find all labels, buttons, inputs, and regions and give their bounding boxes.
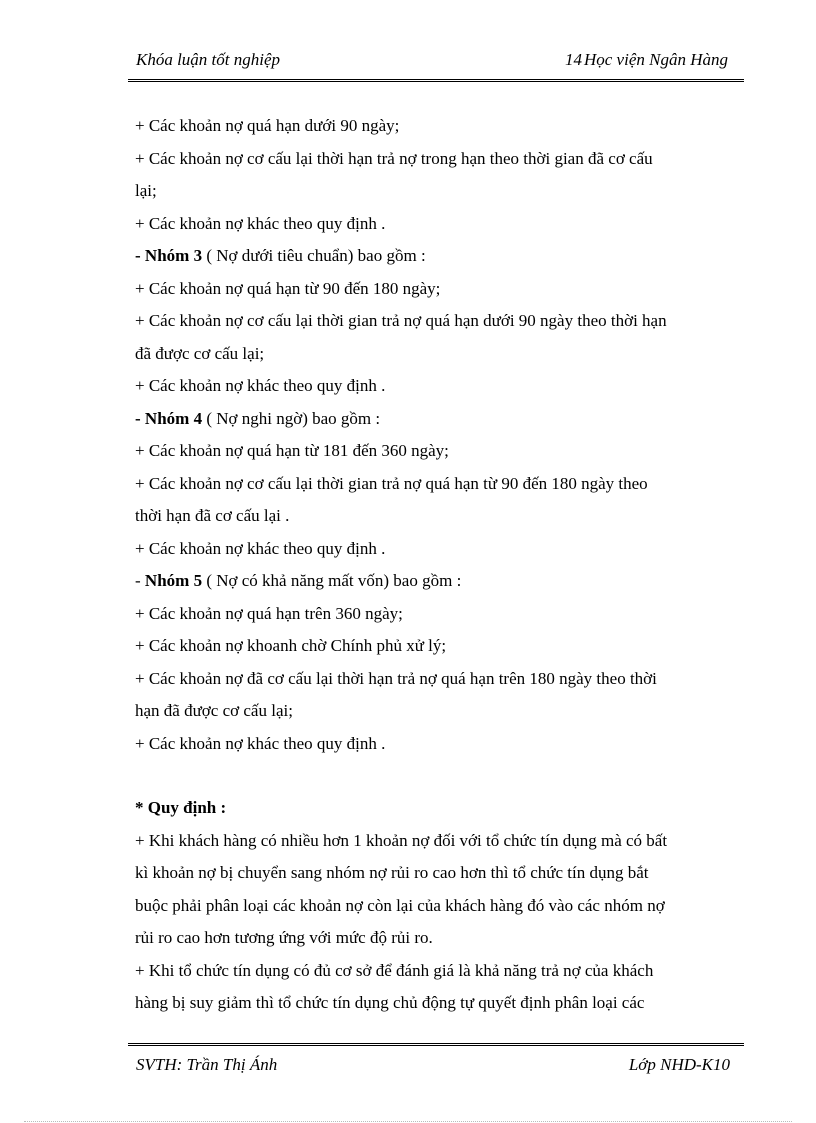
- footer-student-name: SVTH: Trần Thị Ánh: [136, 1055, 278, 1074]
- group-5-prefix: -: [135, 571, 145, 590]
- rule-heading-text: * Quy định :: [135, 798, 227, 817]
- page-edge-dotted-line: [24, 1121, 792, 1122]
- group-4-heading: [135, 406, 741, 439]
- group-5-desc: ( Nợ có khả năng mất vốn) bao gồm :: [202, 571, 462, 590]
- body-line: + Khi tổ chức tín dụng có đủ cơ sở để đánh giá là khả năng trả nợ của khách: [135, 960, 654, 980]
- body-line: + Các khoản nợ khác theo quy định .: [135, 213, 386, 233]
- body-line: kì khoản nợ bị chuyển sang nhóm nợ rủi ro cao hơn thì tổ chức tín dụng bắt: [135, 863, 649, 882]
- body-line: + Các khoản nợ quá hạn từ 90 đến 180 ngày;: [135, 278, 441, 298]
- group-4-label: Nhóm 4: [144, 408, 203, 428]
- body-line: đã được cơ cấu lại;: [135, 343, 265, 363]
- body-line: + Các khoản nợ cơ cấu lại thời gian trả nợ quá hạn dưới 90 ngày theo thời hạn: [135, 311, 667, 330]
- body-line: + Các khoản nợ đã cơ cấu lại thời hạn trả nợ quá hạn trên 180 ngày theo thời: [135, 668, 657, 688]
- group-5-heading: [135, 568, 741, 601]
- rule-heading: [135, 795, 741, 828]
- header-institution: Học viện Ngân Hàng: [583, 50, 728, 69]
- body-line: hàng bị suy giảm thì tổ chức tín dụng chủ động tự quyết định phân loại các: [135, 993, 645, 1012]
- page-body: [135, 113, 741, 1023]
- body-line: + Các khoản nợ khác theo quy định .: [135, 376, 386, 395]
- body-line: + Các khoản nợ cơ cấu lại thời gian trả nợ quá hạn từ 90 đến 180 ngày theo: [135, 473, 648, 493]
- footer-class: Lớp NHD-K10: [628, 1055, 730, 1074]
- body-line: + Khi khách hàng có nhiều hơn 1 khoản nợ đối với tổ chức tín dụng mà có bất: [135, 830, 668, 850]
- group-4-prefix: -: [135, 408, 145, 428]
- group-4-desc: ( Nợ nghi ngờ) bao gồm :: [202, 408, 381, 428]
- paragraph-gap: [135, 763, 741, 795]
- page-header: [134, 50, 728, 72]
- group-3-prefix: -: [135, 246, 145, 265]
- page-footer: [136, 1055, 730, 1077]
- body-line: + Các khoản nợ khác theo quy định .: [135, 538, 386, 558]
- body-line: buộc phải phân loại các khoản nợ còn lại của khách hàng đó vào các nhóm nợ: [135, 895, 665, 915]
- body-line: + Các khoản nợ quá hạn dưới 90 ngày;: [135, 116, 400, 135]
- page-number: 14: [565, 50, 582, 69]
- body-line: thời hạn đã cơ cấu lại .: [135, 506, 290, 525]
- body-line: hạn đã được cơ cấu lại;: [135, 701, 293, 720]
- group-3-heading: [135, 243, 741, 276]
- header-divider: [128, 79, 744, 82]
- footer-divider: [128, 1043, 744, 1046]
- body-line: + Các khoản nợ quá hạn từ 181 đến 360 ngày;: [135, 441, 449, 460]
- body-line: + Các khoản nợ quá hạn trên 360 ngày;: [135, 603, 403, 623]
- body-line: + Các khoản nợ khác theo quy định .: [135, 733, 386, 753]
- body-line: + Các khoản nợ cơ cấu lại thời hạn trả nợ trong hạn theo thời gian đã cơ cấu: [135, 148, 653, 168]
- group-3-label: Nhóm 3: [144, 246, 203, 265]
- body-line: + Các khoản nợ khoanh chờ Chính phủ xử lý;: [135, 636, 447, 655]
- group-3-desc: ( Nợ dưới tiêu chuẩn) bao gồm :: [202, 246, 426, 265]
- body-line: rủi ro cao hơn tương ứng với mức độ rủi ro.: [135, 928, 433, 947]
- body-line: lại;: [135, 181, 157, 200]
- header-thesis-title: Khóa luận tốt nghiệp: [136, 50, 281, 69]
- group-5-label: Nhóm 5: [144, 571, 203, 590]
